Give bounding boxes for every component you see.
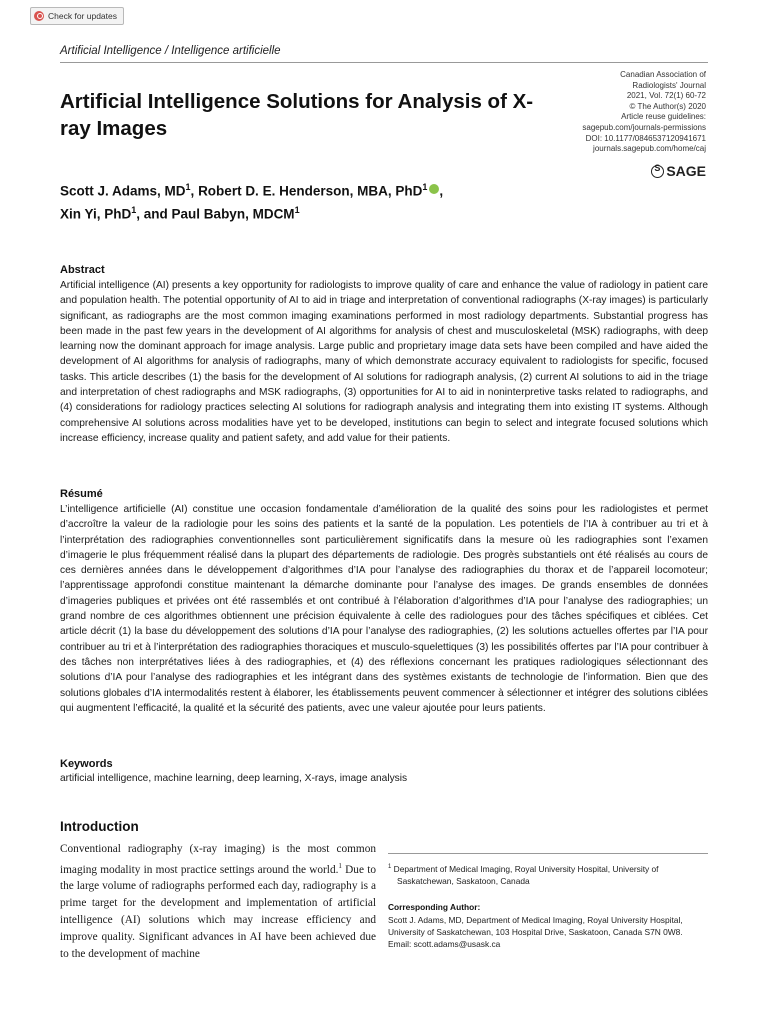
check-for-updates-button[interactable] bbox=[30, 7, 124, 25]
author-name: Robert D. E. Henderson, MBA, PhD bbox=[198, 183, 423, 199]
email-link[interactable]: Email: scott.adams@usask.ca bbox=[388, 939, 501, 949]
orcid-icon[interactable] bbox=[429, 184, 439, 194]
abstract-text: Artificial intelligence (AI) presents a key opportunity for radiologists to improve quality of care and enhance the value of radiology in patient care and population health. The potential opportunity of AI to aid in triage and interpretation of conventional radiographs (X-ray images) is particularly significant, as radiographs are the most common imaging examinations performed in most radiology departments. Substantial progress has been made in the past few years in the development of AI algorithms for analysis of chest and musculoskeletal (MSK) radiographs, with deep learning now the dominant approach for image analysis. Large public and proprietary image data sets have been compiled and have aided the development of AI algorithms for analysis of radiographs, many of which demonstrate accuracy equivalent to radiologists for specific, focused tasks. This article describes (1) the basis for the development of AI solutions for radiograph analysis, (2) current AI solutions to aid in the triage and interpretation of chest radiographs and MSK radiographs, (3) opportunities for AI to aid in noninterpretive tasks related to radiographs, and (4) considerations for radiology practices selecting AI solutions for radiograph analysis and integrating them into existing IT systems. Although comprehensive AI solutions across modalities have yet to be developed, institutions can begin to select and integrate focused solutions which increase efficiency, increase quality and patient safety, and add value for their patients. bbox=[60, 280, 708, 444]
crossmark-icon bbox=[34, 11, 44, 21]
check-for-updates-label: Check for updates bbox=[48, 11, 117, 21]
meta-line: Article reuse guidelines: bbox=[621, 112, 706, 122]
header-divider bbox=[60, 62, 708, 63]
meta-line: 2021, Vol. 72(1) 60-72 bbox=[626, 91, 706, 101]
journal-metadata bbox=[560, 70, 706, 155]
meta-line: © The Author(s) 2020 bbox=[629, 101, 706, 111]
introduction-heading: Introduction bbox=[60, 819, 139, 834]
reference-marker[interactable]: 1 bbox=[338, 861, 342, 870]
author-list: Scott J. Adams, $MD^1$, Robert D. E. Henderson, MBA, PhD$^1$ , Xin Yi, PhD$^1$, and Paul Babyn, MDCM$^1$ bbox=[60, 182, 444, 221]
keywords-text: artificial intelligence, machine learning, deep learning, X-rays, image analysis bbox=[60, 773, 408, 784]
article-title: Artificial Intelligence Solutions for Analysis of X-ray Images bbox=[60, 90, 534, 140]
resume-text: L’intelligence artificielle (AI) constitue une occasion fondamentale d’amélioration de la qualité des soins pour les radiologistes et permet d’accroître la valeur de la radiologie pour les soins des patients et la santé de la population. Les potentiels de l’IA à contribuer au tri et à l’interprétation des radiographies conventionnelles sont particulièrement significatifs dans la mesure où les radiographies sont l’examen d’imagerie le plus fréquemment réalisé dans la plupart des départements de radiologie. Des progrès substantiels ont été réalisés au cours de ces dernières années dans le développement d’algorithmes d’IA pour l’analyse des radiographies du thorax et de l’appareil locomoteur; l’apprentissage approfondi constitue maintenant la démarche dominante pour l’analyse des images. De grands ensembles de données d’imageries publiques et privées ont été rassemblés et ont contribué à l’élaboration d’algorithmes d’IA pour l’analyse des radiographies; un grand nombre de ces algorithmes obtiennent une précision équivalente à celle des radiologues pour des tâches spécifiques et ciblées. Cet article décrit (1) la base du développement des solutions d’IA pour l’analyse des radiographies, (2) les solutions actuelles offertes par l’IA pour contribuer au tri et à l’interprétation des radiographies thoraciques et musculo-squelettiques (3) les possibilités offertes par l’IA pour contribuer à des tâches non interprétatives liées à des radiographies, et (4) des réflexions concernant les pratiques radiologiques sélectionnant des solutions d’IA pour l’analyse des radiographies et les intégrant dans des systèmes existants de technologie de l’information. Bien que des solutions globales d’IA intermodalités restent à élaborer, les établissements peuvent commencer à sélectionner et intégrer des solutions ciblées qui augmentent l’efficacité, la qualité et la sécurité des patients, avec une valeur ajoutée pour leurs patients. bbox=[60, 504, 708, 714]
meta-line: Radiologists' Journal bbox=[632, 80, 706, 90]
corresponding-author-details: Scott J. Adams, MD, Department of Medical Imaging, Royal University Hospital, University of Saskatchewan, 103 Hospital Drive, Saskatoon, Canada S7N 0W8. Email: scott.adams@usask.ca bbox=[388, 914, 710, 950]
author-name: and Paul Babyn, MDCM bbox=[143, 206, 295, 221]
sage-logo-icon bbox=[651, 165, 664, 178]
journal-section-header: Artificial Intelligence / Intelligence artificielle bbox=[60, 45, 281, 57]
keywords-heading: Keywords bbox=[60, 758, 113, 770]
introduction-text: Conventional radiography (x-ray imaging) is the most common imaging modality in most practice settings around the world.$^1$ Due to the large volume of radiographs performed each day, radiography is a prime target for the development and implementation of artificial intelligence (AI) solutions which may increase efficiency and improve quality. Significant advances in AI have been achieved due to the development of machine bbox=[60, 843, 376, 960]
corresponding-author-heading: Corresponding Author: bbox=[388, 902, 481, 912]
doi-link[interactable]: DOI: 10.1177/0846537120941671 bbox=[585, 133, 706, 143]
author-name: Scott J. Adams, MD bbox=[60, 183, 186, 199]
journal-home-link[interactable]: journals.sagepub.com/home/caj bbox=[593, 144, 706, 154]
resume-heading: Résumé bbox=[60, 488, 103, 500]
abstract-heading: Abstract bbox=[60, 264, 105, 276]
affiliation-note: $^1$ Department of Medical Imaging, Royal University Hospital, University of Saskatchewan, Saskatoon, Canada bbox=[388, 863, 659, 886]
footnote-divider bbox=[388, 853, 708, 854]
permissions-link[interactable]: sagepub.com/journals-permissions bbox=[582, 122, 706, 132]
publisher-name: SAGE bbox=[666, 163, 706, 179]
sage-logo bbox=[651, 163, 706, 179]
meta-line: Canadian Association of bbox=[620, 70, 706, 79]
author-name: Xin Yi, PhD bbox=[60, 206, 132, 221]
